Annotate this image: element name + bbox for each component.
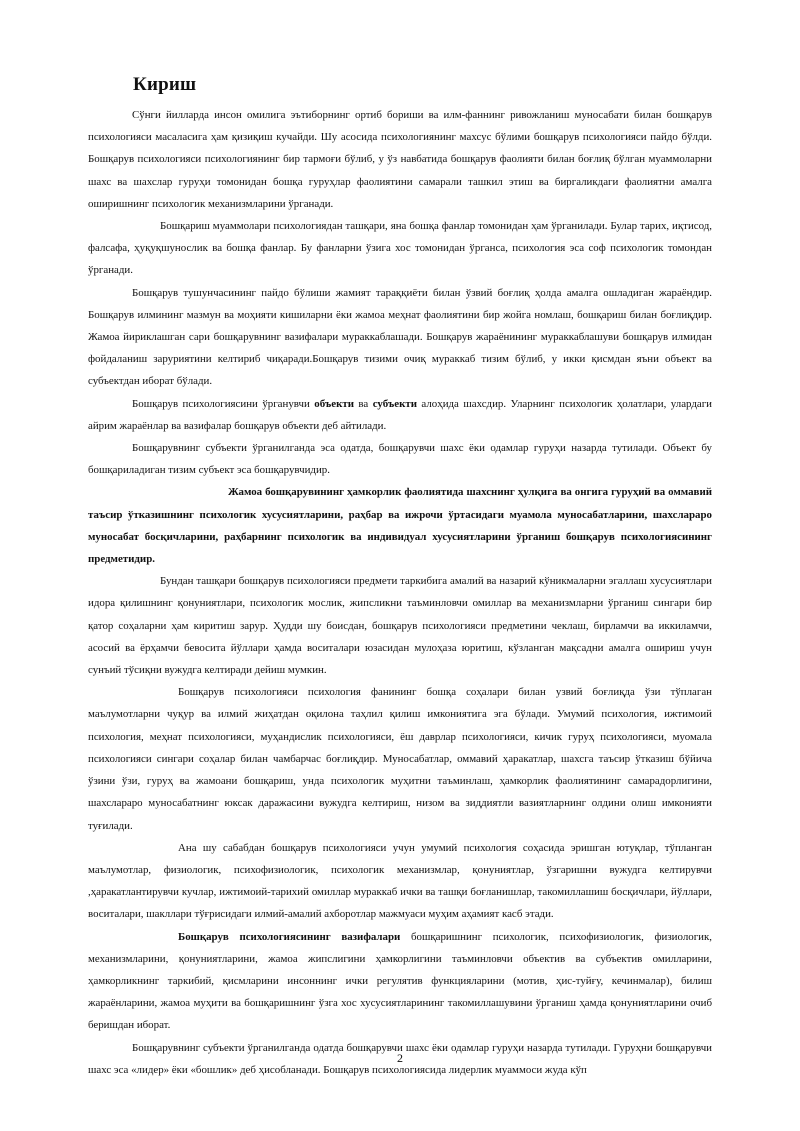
paragraph-2: Бошқариш муаммолари психологиядан ташқари, яна бошқа фанлар томонидан ҳам ўрганилади. Булар тарих, иқтисод, фалсафа, ҳуқуқшунослик ва бошқа фанлар. Бу фанларни ўзига хос томонидан ўрганса, психология эса соф психологик томондан ўрганади.: [88, 220, 712, 277]
paragraph-10: [88, 926, 712, 1037]
paragraph-4-text-b: ва: [353, 397, 373, 410]
paragraph-9: Ана шу сабабдан бошқарув психологияси учун умумий психология соҳасида эришган ютуқлар, тўпланган маълумотлар, физиологик, психофизиологик, психологик механизмлар, қонуниятлар, ўзгаришни вужудга келтирувчи ,ҳаракатлантирувчи кучлар, ижтимоий-тарихий омиллар мураккаб ички ва ташқи боғланишлар, такомиллашиш босқичлари, йўллари, воситалари, шакллари тўғрисидаги илмий-амалий ахборотлар мажмуаси муҳим аҳамият касб этади.: [88, 841, 712, 921]
paragraph-4-text-c: алоҳида шахсдир. Уларнинг психологик ҳолатлари, улардаги айрим жараёнлар ва вазифалар бошқарув объекти деб айтилади.: [88, 397, 712, 432]
paragraph-4-text-a: Бошқарув психологиясини ўрганувчи: [132, 397, 315, 410]
paragraph-7: Бундан ташқари бошқарув психологияси предмети таркибига амалий ва назарий кўникмаларни эгаллаш хусусиятлари идора қилишнинг қонуниятлари, психологик мослик, жипсликни таъминловчи омиллар ва механизмларни ўрганиш сингари бир қатор соҳаларни ҳам киритиш зарур. Ҳудди шу боисдан, бошқарув психологияси предметини чеклаш, бирламчи ва иккиламчи, асосий ва ёрҳамчи бевосита йўллари ҳамда воситалари юзасидан мулоҳаза юритиш, кўзланган мақсадни амалга ошириш учун сунъий тўсиқни вужудга келтиради дейиш мумкин.: [88, 575, 712, 677]
page-number: 2: [397, 1051, 403, 1065]
term-object: объекти: [314, 397, 354, 410]
paragraph-6-subject-definition: Жамоа бошқарувининг ҳамкорлик фаолиятида шахснинг ҳулқига ва онгига гуруҳий ва оммавий таъсир ўтказишнинг психологик хусусиятларини, раҳбар ва ижрочи ўртасидаги муамола муносабатларини, шахслараро муносабат босқичларини, раҳбарнинг психологик ва индивидуал хусусиятларини ўрганиш бошқарув психологиясининг предметидир.: [88, 486, 712, 566]
paragraph-10-text: бошқаришнинг психологик, психофизиологик, физиологик, механизмларини, қонуниятларини, жамоа жипслигини ҳамкорлигини таъминловчи объектив ва субъектив омилларини, ҳамкорликнинг таркибий, қисмларини инсоннинг ички регулятив функцияларини (мотив, ҳис-туйғу, кечинмалар), билиш жараёнларини, жамоа муҳити ва бошқаришнинг ўзга хос хусусиятларининг такомиллашувини ўрганиш ҳамда қонуниятларини очиб беришдан иборат.: [88, 930, 713, 1032]
paragraph-3: Бошқарув тушунчасининг пайдо бўлиши жамият тараққиёти билан ўзвий боғлиқ ҳолда амалга ошладиган жараёндир. Бошқарув илмининг мазмун ва моҳияти кишиларни ёки жамоа меҳнат фаолиятини бир жойга номлаш, бошқариш билан боғлиқдир. Жамоа йириклашган сари бошқарувнинг вазифалари мураккаблашади. Бошқарув жараёнининг мураккаблашуви бошқарув илмидан фойдаланиш заруриятини келтириб чиқаради.Бошқарув тизими очиқ мураккаб тизим бўлиб, у икки қисмдан яъни объект ва субъектдан иборат бўлади.: [88, 286, 712, 388]
term-tasks: Бошқарув психологиясининг вазифалари: [178, 930, 401, 943]
paragraph-5: Бошқарувнинг субъекти ўрганилганда эса одатда, бошқарувчи шахс ёки одамлар гуруҳи назарда тутилади. Объект бу бошқариладиган тизим субъект эса бошқарувчидир.: [88, 442, 712, 477]
paragraph-8: Бошқарув психологияси психология фанининг бошқа соҳалари билан узвий боғлиқда ўзи тўплаган маълумотларни чуқур ва илмий жиҳатдан оқилона таҳлил қилиш имкониятига эга бўлади. Умумий психология, ижтимоий психология, меҳнат психологияси, муҳандислик психологияси, ёш даврлар психологияси, кичик гуруҳ психологияси, муомала психологияси сингари соҳалар билан чамбарчас боғлиқдир. Муносабатлар, оммавий ҳаракатлар, шахсга таъсир ўтказиш бўйича ўзини ўзи, гуруҳ ва жамоани бошқариш, унда психологик муҳитни таъминлаш, ҳамкорлик фаолиятининг самарадорлигини, шахслараро муносабатнинг юксак даражасини вужудга келтириш, низом ва зиддиятли вазиятларнинг олдини олиш имконияти туғилади.: [88, 686, 712, 832]
paragraph-11: Бошқарувнинг субъекти ўрганилганда одатда бошқарувчи шахс ёки одамлар гуруҳи назарда тутилади. Гуруҳни бошқарувчи шахс эса «лидер» ёки «бошлик» деб ҳисобланади. Бошқарув психологиясида лидерлик муаммоси жуда кўп: [88, 1041, 712, 1076]
paragraph-1: Сўнги йилларда инсон омилига эътиборнинг ортиб бориши ва илм-фаннинг ривожланиш муносабати билан бошқарув психологияси масалаcига ҳам қизиқиш кучайди. Шу асосида психологиянинг махсус бўлими бошқарув психологияси пайдо бўлди. Бошқарув психологияси психологиянинг бир тармоғи бўлиб, у ўз навбатида бошқарув фаолияти билан боғлиқ бўлган муаммоларни шахс ва шахслар гуруҳи томонидан бошқа гуруҳлар фаолиятини самарали ташкил этиш ва биргаликдаги фаолиятни амалга оширишнинг психологик механизмларини ўрганади.: [88, 109, 712, 210]
body-text: [88, 104, 712, 1081]
term-subject: субъекти: [372, 397, 417, 410]
section-heading: Кириш: [133, 74, 197, 95]
paragraph-4: [88, 393, 712, 437]
